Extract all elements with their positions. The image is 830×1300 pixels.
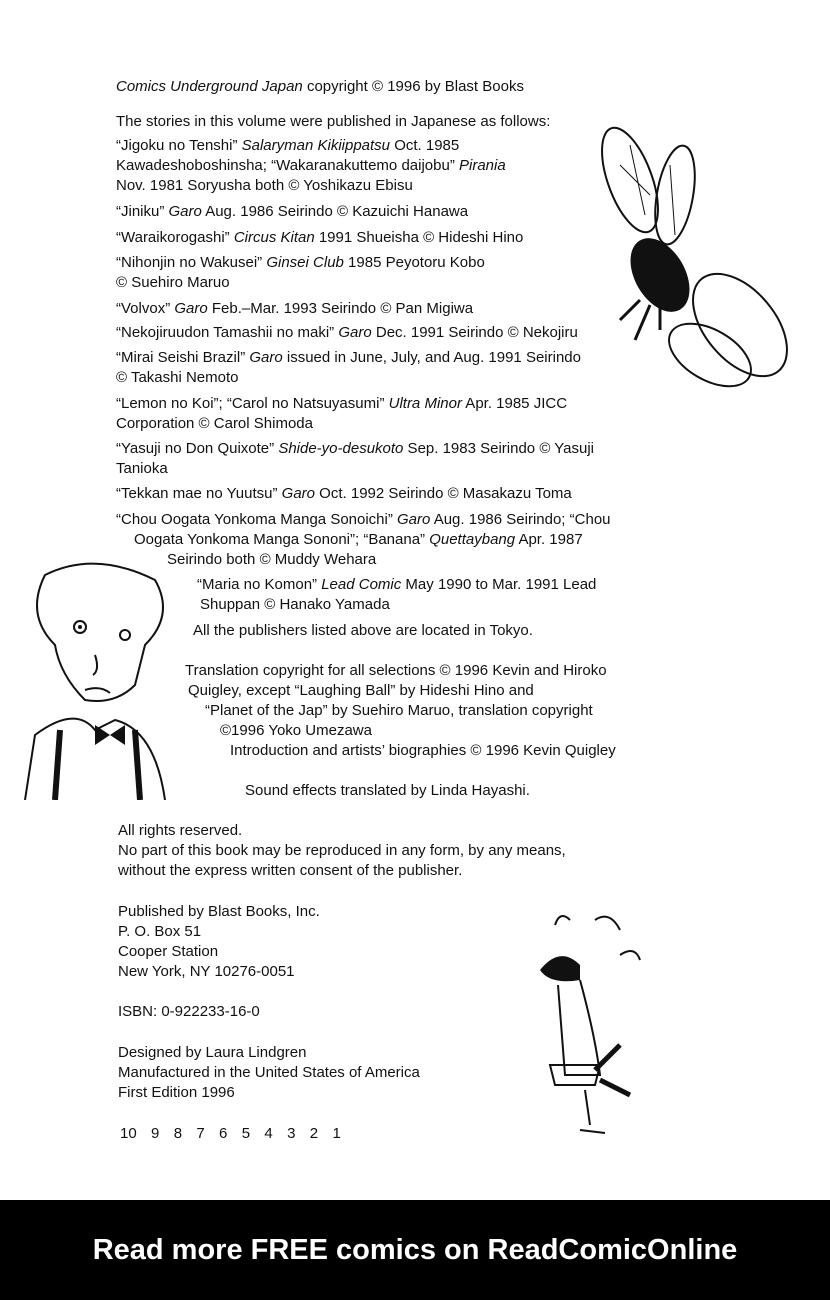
- text-segment: All rights reserved.: [118, 822, 243, 839]
- text-segment: Oct. 1992 Seirindo © Masakazu Toma: [315, 485, 572, 502]
- text-segment: “Planet of the Jap” by Suehiro Maruo, translation copyright: [205, 702, 593, 719]
- text-line: [116, 157, 506, 175]
- publication-title: Quettaybang: [429, 531, 516, 548]
- text-line: [193, 622, 533, 640]
- publication-title: Garo: [397, 511, 431, 528]
- text-segment: 1985 Peyotoru Kobo: [343, 254, 485, 271]
- promo-banner[interactable]: [0, 1200, 830, 1300]
- text-line: [118, 923, 201, 941]
- text-line: [116, 415, 313, 433]
- creature-illustration: [540, 905, 660, 1145]
- text-segment: “Jigoku no Tenshi”: [116, 137, 242, 154]
- text-segment: ©1996 Yoko Umezawa: [220, 722, 372, 739]
- text-line: [118, 1044, 306, 1062]
- text-segment: “Tekkan mae no Yuutsu”: [116, 485, 282, 502]
- text-line: [116, 229, 523, 247]
- text-line: [188, 682, 534, 700]
- text-line: [116, 274, 230, 292]
- text-line: [197, 576, 596, 594]
- text-segment: 10 9 8 7 6 5 4 3 2 1: [120, 1125, 341, 1142]
- text-segment: copyright © 1996 by Blast Books: [302, 78, 524, 95]
- text-line: [118, 842, 566, 860]
- text-segment: All the publishers listed above are located in Tokyo.: [193, 622, 533, 639]
- text-line: [205, 702, 593, 720]
- text-segment: May 1990 to Mar. 1991 Lead: [401, 576, 597, 593]
- text-segment: without the express written consent of the publisher.: [118, 862, 463, 879]
- text-line: [230, 742, 616, 760]
- cicada-illustration: [590, 125, 790, 405]
- text-segment: Shuppan © Hanako Yamada: [200, 596, 390, 613]
- text-segment: Quigley, except “Laughing Ball” by Hideshi Hino and: [188, 682, 534, 699]
- publication-title: Shide-yo-desukoto: [278, 440, 404, 457]
- text-segment: Published by Blast Books, Inc.: [118, 903, 320, 920]
- text-line: [118, 963, 295, 981]
- text-line: [120, 1125, 341, 1143]
- text-segment: Oogata Yonkoma Manga Sononi”; “Banana”: [134, 531, 430, 548]
- text-segment: “Maria no Komon”: [197, 576, 322, 593]
- text-line: [116, 113, 550, 131]
- banner-text[interactable]: Read more FREE comics on ReadComicOnline: [92, 1233, 738, 1266]
- text-segment: Apr. 1987: [515, 531, 583, 548]
- publication-title: Ultra Minor: [388, 395, 462, 412]
- text-line: [116, 137, 459, 155]
- text-line: [116, 485, 572, 503]
- text-segment: First Edition 1996: [118, 1084, 235, 1101]
- text-line: [167, 551, 376, 569]
- text-segment: “Waraikorogashi”: [116, 229, 234, 246]
- text-segment: Seirindo both © Muddy Wehara: [167, 551, 377, 568]
- publication-title: Garo: [174, 300, 208, 317]
- text-segment: “Chou Oogata Yonkoma Manga Sonoichi”: [116, 511, 398, 528]
- text-line: [134, 531, 583, 549]
- text-line: [118, 1064, 420, 1082]
- text-segment: 1991 Shueisha © Hideshi Hino: [314, 229, 524, 246]
- text-line: [245, 782, 530, 800]
- text-segment: © Suehiro Maruo: [116, 274, 230, 291]
- text-line: [118, 1084, 235, 1102]
- text-line: [118, 1003, 260, 1021]
- text-line: [116, 254, 485, 272]
- text-line: [116, 460, 168, 478]
- text-line: [118, 822, 242, 840]
- text-segment: Translation copyright for all selections © 1996 Kevin and Hiroko: [185, 662, 607, 679]
- publication-title: Pirania: [458, 157, 506, 174]
- text-segment: “Volvox”: [116, 300, 175, 317]
- text-line: [116, 369, 239, 387]
- text-segment: Designed by Laura Lindgren: [118, 1044, 307, 1061]
- publication-title: Lead Comic: [321, 576, 402, 593]
- text-segment: Feb.–Mar. 1993 Seirindo © Pan Migiwa: [207, 300, 474, 317]
- text-line: [118, 903, 320, 921]
- text-segment: Kawadeshoboshinsha; “Wakaranakuttemo daijobu”: [116, 157, 459, 174]
- publication-title: Comics Underground Japan: [116, 78, 303, 95]
- old-man-illustration: [15, 555, 190, 800]
- text-line: [185, 662, 607, 680]
- text-line: [116, 349, 581, 367]
- text-segment: Apr. 1985 JICC: [461, 395, 568, 412]
- text-segment: “Yasuji no Don Quixote”: [116, 440, 279, 457]
- text-segment: Sound effects translated by Linda Hayashi.: [245, 782, 530, 799]
- text-line: [116, 440, 594, 458]
- text-segment: New York, NY 10276-0051: [118, 963, 295, 980]
- text-segment: “Mirai Seishi Brazil”: [116, 349, 250, 366]
- text-line: [118, 862, 462, 880]
- publication-title: Garo: [168, 203, 202, 220]
- text-segment: Aug. 1986 Seirindo; “Chou: [430, 511, 611, 528]
- text-segment: Aug. 1986 Seirindo © Kazuichi Hanawa: [201, 203, 469, 220]
- text-segment: “Nekojiruudon Tamashii no maki”: [116, 324, 339, 341]
- text-line: [220, 722, 372, 740]
- publication-title: Garo: [338, 324, 372, 341]
- text-segment: Manufactured in the United States of America: [118, 1064, 420, 1081]
- text-segment: “Lemon no Koi”; “Carol no Natsuyasumi”: [116, 395, 389, 412]
- text-segment: ISBN: 0-922233-16-0: [118, 1003, 260, 1020]
- text-segment: Oct. 1985: [390, 137, 460, 154]
- text-segment: “Nihonjin no Wakusei”: [116, 254, 267, 271]
- text-segment: © Takashi Nemoto: [116, 369, 239, 386]
- text-segment: Corporation © Carol Shimoda: [116, 415, 313, 432]
- publication-title: Ginsei Club: [266, 254, 344, 271]
- text-line: [116, 203, 468, 221]
- text-segment: “Jiniku”: [116, 203, 169, 220]
- publication-title: Circus Kitan: [233, 229, 315, 246]
- publication-title: Garo: [249, 349, 283, 366]
- text-line: [116, 300, 473, 318]
- text-segment: Cooper Station: [118, 943, 219, 960]
- text-line: [116, 78, 524, 96]
- publication-title: Garo: [281, 485, 316, 502]
- text-segment: No part of this book may be reproduced in any form, by any means,: [118, 842, 566, 859]
- text-segment: Sep. 1983 Seirindo © Yasuji: [403, 440, 595, 457]
- text-line: [116, 511, 611, 529]
- text-line: [116, 324, 578, 342]
- publication-title: Salaryman Kikiippatsu: [241, 137, 391, 154]
- text-segment: Dec. 1991 Seirindo © Nekojiru: [371, 324, 578, 341]
- text-segment: Introduction and artists’ biographies © 1996 Kevin Quigley: [230, 742, 616, 759]
- text-segment: issued in June, July, and Aug. 1991 Seirindo: [282, 349, 581, 366]
- text-line: [200, 596, 390, 614]
- text-segment: P. O. Box 51: [118, 923, 202, 940]
- text-line: [116, 395, 567, 413]
- text-line: [118, 943, 218, 961]
- text-line: [116, 177, 413, 195]
- text-segment: Nov. 1981 Soryusha both © Yoshikazu Ebisu: [116, 177, 413, 194]
- text-segment: The stories in this volume were published in Japanese as follows:: [116, 113, 551, 130]
- text-segment: Tanioka: [116, 460, 168, 477]
